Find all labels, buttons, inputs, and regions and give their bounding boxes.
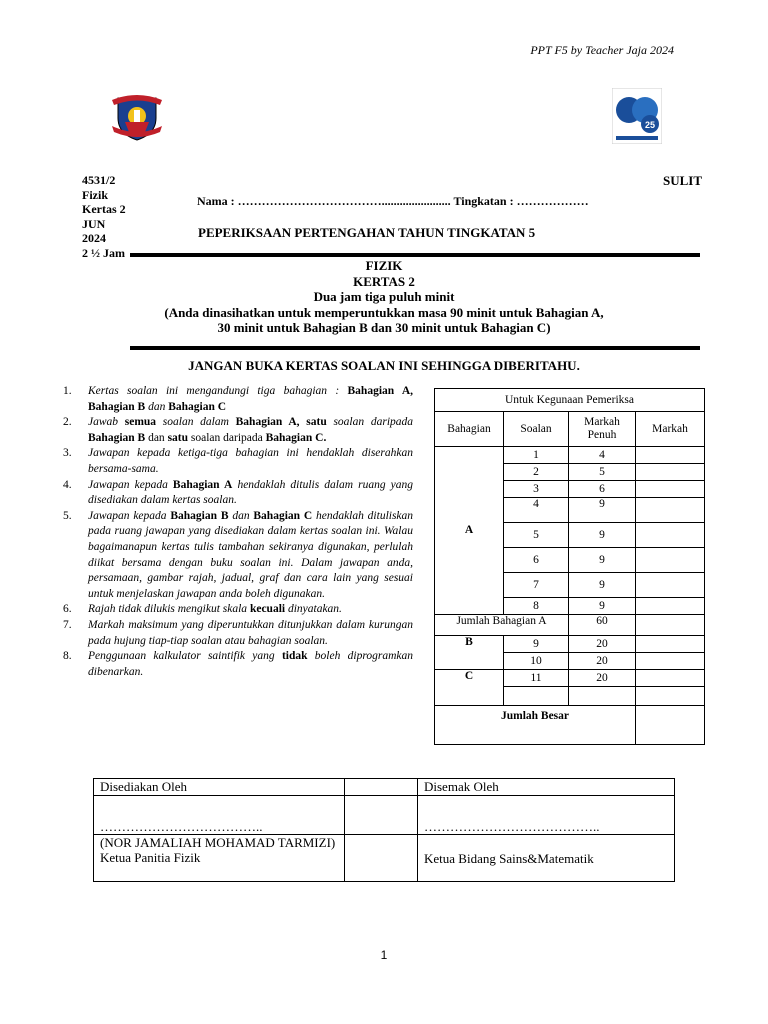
exam-title: PEPERIKSAAN PERTENGAHAN TAHUN TINGKATAN 5 xyxy=(198,225,536,240)
instruction-item: 1. Kertas soalan ini mengandungi tiga bahagian : Bahagian A, Bahagian B dan Bahagian C xyxy=(63,385,414,413)
warning-text: JANGAN BUKA KERTAS SOALAN INI SEHINGGA DIBERITAHU. xyxy=(188,358,580,373)
paper-code: 4531/2 xyxy=(82,173,116,187)
markah-entry-cell[interactable] xyxy=(636,548,705,573)
sign-cell-empty xyxy=(345,835,418,882)
table-cell: 9 xyxy=(569,523,636,548)
header-markah-penuh: Markah Penuh xyxy=(569,412,636,447)
divider-top xyxy=(130,253,700,257)
sign-cell-empty xyxy=(345,796,418,835)
markah-entry-cell[interactable] xyxy=(636,615,705,636)
table-cell: 8 xyxy=(504,598,569,615)
prepared-by-role: Ketua Panitia Fizik xyxy=(100,850,201,865)
paper-duration: 2 ½ Jam xyxy=(82,245,125,260)
table-cell: 4 xyxy=(569,447,636,464)
title-duration: Dua jam tiga puluh minit xyxy=(313,289,455,304)
paper-subject: Fizik xyxy=(82,187,108,202)
instruction-item: 4. Jawapan kepada Bahagian A hendaklah ditulis dalam ruang yang disediakan dalam kertas soalan. xyxy=(63,478,414,507)
table-cell: 9 xyxy=(569,573,636,598)
checked-signature-line[interactable]: ………………………………….. xyxy=(418,796,675,835)
title-block xyxy=(0,258,768,336)
instruction-item: 5. Jawapan kepada Bahagian B dan Bahagian C hendaklah dituliskan pada ruang jawapan yang disediakan dalam kertas soalan ini. Walau bagaimanapun kertas tulis tambahan sekiranya digunakan, perlulah diikat bersama dengan buku soalan ini. Dalam jawapan anda, persamaan, gambar rajah, jadual, graf dan cara lain yang sesuai untuk menjelaskan jawapan anda boleh digunakan. xyxy=(63,509,414,600)
sulit-label: SULIT xyxy=(663,173,703,188)
table-cell: 20 xyxy=(569,653,636,670)
paper-year: 2024 xyxy=(82,231,106,245)
instructions-list xyxy=(63,384,413,680)
table-cell: 9 xyxy=(569,598,636,615)
markah-entry-cell[interactable] xyxy=(636,670,705,687)
table-cell: 20 xyxy=(569,636,636,653)
markah-entry-cell[interactable] xyxy=(636,653,705,670)
prepared-signature-line[interactable]: ……………………………….. xyxy=(94,796,345,835)
header-note: PPT F5 by Teacher Jaja 2024 xyxy=(530,43,674,57)
checked-by-role: Ketua Bidang Sains&Matematik xyxy=(418,835,675,882)
instruction-item: 8. Penggunaan kalkulator saintifik yang tidak boleh diprogramkan dibenarkan. xyxy=(63,650,414,678)
table-cell: 5 xyxy=(569,464,636,481)
table-cell: 6 xyxy=(569,481,636,498)
header-bahagian: Bahagian xyxy=(435,412,504,447)
table-cell: 1 xyxy=(504,447,569,464)
table-cell: 5 xyxy=(504,523,569,548)
examiner-table xyxy=(434,388,705,745)
checked-by-label: Disemak Oleh xyxy=(418,779,675,796)
name-form-line: Nama : ………………………………....................... Tingkatan : ……………… xyxy=(197,194,589,208)
examiner-table-title: Untuk Kegunaan Pemeriksa xyxy=(435,389,705,412)
signature-table xyxy=(93,778,675,882)
section-c-label: C xyxy=(435,670,504,706)
markah-entry-cell[interactable] xyxy=(636,498,705,523)
prepared-by-name: (NOR JAMALIAH MOHAMAD TARMIZI) xyxy=(100,835,336,850)
table-cell: 9 xyxy=(569,498,636,523)
section-b-label: B xyxy=(435,636,504,670)
paper-number: Kertas 2 xyxy=(82,202,126,216)
markah-entry-cell[interactable] xyxy=(636,573,705,598)
table-cell: 20 xyxy=(569,670,636,687)
table-cell: 9 xyxy=(569,548,636,573)
section-a-label: A xyxy=(435,447,504,615)
divider-bottom xyxy=(130,346,700,350)
markah-entry-cell[interactable] xyxy=(636,481,705,498)
table-cell: 2 xyxy=(504,464,569,481)
table-cell: 3 xyxy=(504,481,569,498)
table-cell: 6 xyxy=(504,548,569,573)
table-cell: 11 xyxy=(504,670,569,687)
svg-text:25: 25 xyxy=(644,120,656,130)
jumlah-a-label: Jumlah Bahagian A xyxy=(435,615,569,636)
instruction-item: 7. Markah maksimum yang diperuntukkan ditunjukkan dalam kurungan pada hujung tiap-tiap soalan atau bahagian soalan. xyxy=(63,618,413,647)
table-cell: 10 xyxy=(504,653,569,670)
paper-code-block xyxy=(82,173,126,260)
markah-entry-cell[interactable] xyxy=(636,447,705,464)
title-subject: FIZIK xyxy=(365,258,403,273)
instruction-item: 6. Rajah tidak dilukis mengikut skala kecuali dinyatakan. xyxy=(63,603,342,616)
title-advice-1: (Anda dinasihatkan untuk memperuntukkan masa 90 minit untuk Bahagian A, xyxy=(164,304,604,320)
table-cell-empty xyxy=(569,687,636,706)
header-soalan: Soalan xyxy=(504,412,569,447)
jumlah-besar-label: Jumlah Besar xyxy=(435,706,636,745)
markah-entry-cell[interactable] xyxy=(636,464,705,481)
header-markah: Markah xyxy=(636,412,705,447)
title-advice-2: 30 minit untuk Bahagian B dan 30 minit untuk Bahagian C) xyxy=(217,320,551,335)
school-crest-logo xyxy=(110,92,164,142)
table-cell: 4 xyxy=(504,498,569,523)
instruction-item: 2. Jawab semua soalan dalam Bahagian A, satu soalan daripada Bahagian B dan satu soalan daripada Bahagian C. xyxy=(63,416,414,444)
markah-entry-cell[interactable] xyxy=(636,523,705,548)
markah-entry-cell[interactable] xyxy=(636,598,705,615)
paper-month: JUN xyxy=(82,216,106,231)
prepared-by-label: Disediakan Oleh xyxy=(94,779,345,796)
prepared-by-details xyxy=(94,835,345,882)
markah-entry-cell[interactable] xyxy=(636,706,705,745)
table-cell: 7 xyxy=(504,573,569,598)
instruction-item: 3. Jawapan kepada ketiga-tiga bahagian ini hendaklah diserahkan bersama-sama. xyxy=(63,447,413,475)
table-cell-empty xyxy=(504,687,569,706)
jumlah-a-value: 60 xyxy=(569,615,636,636)
markah-entry-cell[interactable] xyxy=(636,687,705,706)
table-cell: 9 xyxy=(504,636,569,653)
markah-entry-cell[interactable] xyxy=(636,636,705,653)
ppd-25-logo xyxy=(612,88,662,144)
title-paper: KERTAS 2 xyxy=(353,273,415,289)
sign-cell-empty xyxy=(345,779,418,796)
page-number: 1 xyxy=(380,948,388,962)
